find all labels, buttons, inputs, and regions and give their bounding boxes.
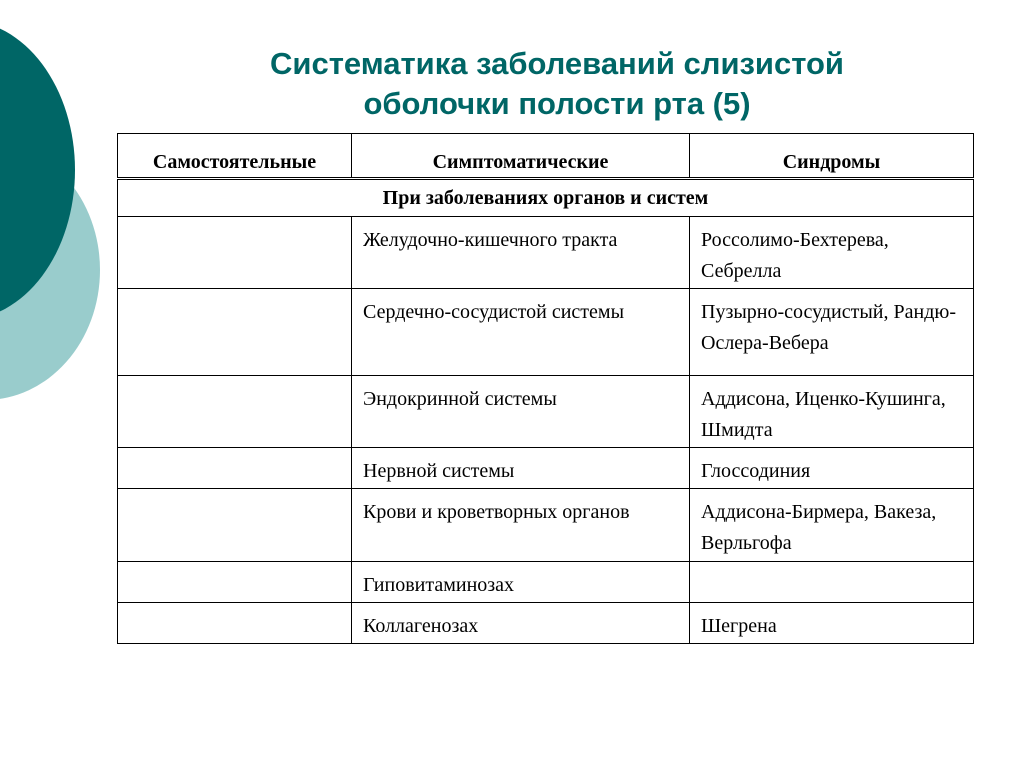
slide-title bbox=[200, 44, 914, 124]
cell-symptomatic: Нервной системы bbox=[352, 448, 690, 489]
header-independent: Самостоятельные bbox=[118, 134, 352, 179]
slide-title-line-1: Систематика заболеваний слизистой bbox=[270, 46, 844, 81]
table-row bbox=[118, 562, 974, 603]
table-row bbox=[118, 603, 974, 644]
table-header-row bbox=[118, 134, 974, 179]
cell-symptomatic: Эндокринной системы bbox=[352, 376, 690, 448]
cell-syndromes: Россолимо-Бехтерева, Себрелла bbox=[690, 217, 974, 289]
header-symptomatic: Симптоматические bbox=[352, 134, 690, 179]
table-row bbox=[118, 217, 974, 289]
cell-independent bbox=[118, 603, 352, 644]
table-row bbox=[118, 489, 974, 562]
cell-syndromes: Аддисона, Иценко-Кушинга, Шмидта bbox=[690, 376, 974, 448]
header-syndromes: Синдромы bbox=[690, 134, 974, 179]
table-row bbox=[118, 376, 974, 448]
classification-table bbox=[117, 133, 974, 644]
cell-symptomatic: Сердечно-сосудистой системы bbox=[352, 289, 690, 376]
cell-symptomatic: Крови и кроветворных органов bbox=[352, 489, 690, 562]
section-heading: При заболеваниях органов и систем bbox=[118, 179, 974, 217]
slide-title-line-2: оболочки полости рта (5) bbox=[363, 86, 751, 121]
cell-syndromes: Шегрена bbox=[690, 603, 974, 644]
cell-syndromes bbox=[690, 562, 974, 603]
cell-independent bbox=[118, 289, 352, 376]
cell-symptomatic: Желудочно-кишечного тракта bbox=[352, 217, 690, 289]
table-row bbox=[118, 448, 974, 489]
cell-independent bbox=[118, 217, 352, 289]
cell-symptomatic: Коллагенозах bbox=[352, 603, 690, 644]
table-row bbox=[118, 289, 974, 376]
cell-syndromes: Пузырно-сосудистый, Рандю-Ослера-Вебера bbox=[690, 289, 974, 376]
cell-independent bbox=[118, 562, 352, 603]
cell-symptomatic: Гиповитаминозах bbox=[352, 562, 690, 603]
table-section-row bbox=[118, 179, 974, 217]
cell-syndromes: Глоссодиния bbox=[690, 448, 974, 489]
cell-syndromes: Аддисона-Бирмера, Вакеза, Верльгофа bbox=[690, 489, 974, 562]
cell-independent bbox=[118, 448, 352, 489]
cell-independent bbox=[118, 489, 352, 562]
cell-independent bbox=[118, 376, 352, 448]
